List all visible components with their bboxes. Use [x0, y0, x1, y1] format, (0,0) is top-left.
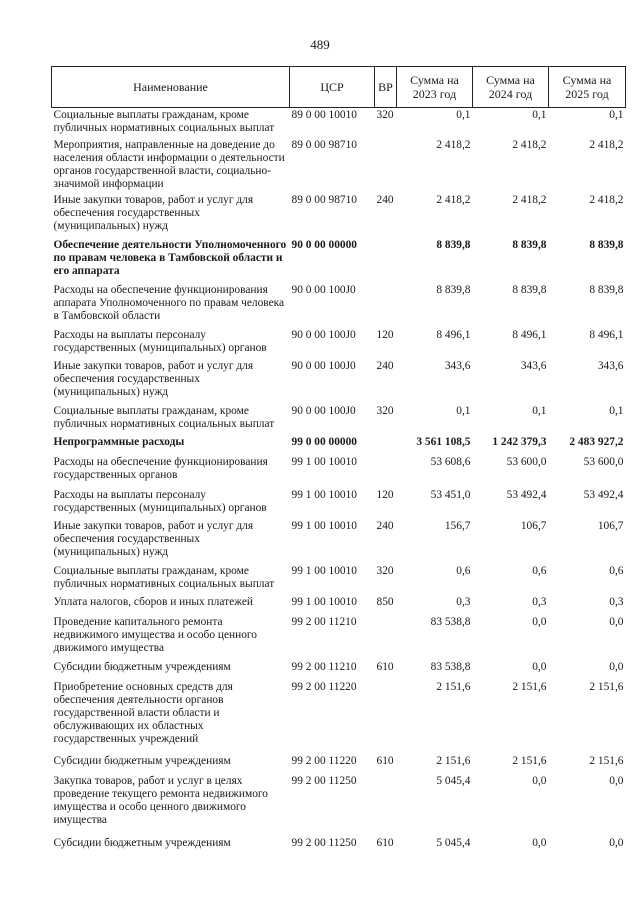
row-amount-2025: 0,1: [609, 404, 624, 417]
row-amount-2024: 106,7: [520, 519, 547, 532]
row-vr: 850: [376, 595, 394, 608]
row-amount-2023: 0,3: [456, 595, 471, 608]
table-row: [52, 660, 626, 680]
row-vr: 240: [376, 519, 394, 532]
row-amount-2025: 0,0: [609, 660, 624, 673]
table-row: [52, 774, 626, 836]
row-csr: 90 0 00 100J0: [291, 359, 356, 372]
row-amount-2023: 8 839,8: [436, 283, 471, 296]
row-amount-2023: 53 451,0: [430, 488, 471, 501]
row-csr: 99 2 00 11220: [291, 754, 357, 767]
row-name: Субсидии бюджетным учреждениям: [53, 660, 231, 673]
row-amount-2024: 0,0: [532, 836, 547, 849]
row-vr: 120: [376, 328, 394, 341]
table-row: [52, 836, 626, 858]
row-amount-2023: 0,1: [456, 109, 471, 121]
row-amount-2024: 0,6: [532, 564, 547, 577]
row-amount-2023: 0,6: [456, 564, 471, 577]
row-vr: [375, 435, 397, 455]
row-amount-2024: 1 242 379,3: [492, 435, 547, 448]
header-name: Наименование: [52, 67, 290, 108]
row-csr: 99 2 00 11220: [291, 680, 357, 693]
row-csr: 89 0 00 10010: [291, 109, 357, 121]
row-vr: [375, 680, 397, 754]
table-body: [52, 108, 626, 858]
row-amount-2024: 0,0: [532, 660, 547, 673]
table-row: [52, 238, 626, 283]
row-amount-2024: 343,6: [520, 359, 547, 372]
row-amount-2025: 0,6: [609, 564, 624, 577]
row-amount-2024: 53 600,0: [506, 455, 547, 468]
row-vr: 610: [376, 754, 394, 767]
row-amount-2024: 2 418,2: [512, 193, 547, 206]
row-amount-2025: 2 418,2: [589, 193, 624, 206]
row-amount-2023: 3 561 108,5: [416, 435, 471, 448]
row-amount-2023: 53 608,6: [430, 455, 471, 468]
row-amount-2025: 2 418,2: [589, 138, 624, 151]
row-amount-2024: 0,0: [532, 615, 547, 628]
row-amount-2024: 0,0: [532, 774, 547, 787]
table-row: [52, 283, 626, 328]
row-amount-2025: 53 492,4: [583, 488, 624, 501]
budget-table: [51, 66, 626, 858]
row-name: Субсидии бюджетным учреждениям: [53, 754, 231, 767]
row-name: Расходы на выплаты персоналу государственных (муниципальных) органов: [53, 488, 267, 514]
row-csr: 99 1 00 10010: [291, 595, 357, 608]
row-csr: 90 0 00 100J0: [291, 328, 356, 341]
row-amount-2025: 2 151,6: [589, 680, 624, 693]
row-amount-2024: 0,3: [532, 595, 547, 608]
row-name: Социальные выплаты гражданам, кроме публичных нормативных социальных выплат: [53, 404, 275, 430]
row-csr: 99 2 00 11250: [291, 836, 357, 849]
header-csr: ЦСР: [290, 67, 375, 108]
row-amount-2025: 0,0: [609, 836, 624, 849]
row-csr: 90 0 00 100J0: [291, 404, 356, 417]
row-vr: 320: [376, 109, 394, 121]
table-header-row: [52, 67, 626, 108]
row-amount-2025: 53 600,0: [583, 455, 624, 468]
table-row: [52, 435, 626, 455]
table-row: [52, 359, 626, 404]
row-csr: 99 1 00 10010: [291, 455, 357, 468]
row-amount-2025: 0,0: [609, 615, 624, 628]
row-amount-2023: 343,6: [444, 359, 471, 372]
table-row: [52, 519, 626, 564]
row-amount-2025: 343,6: [597, 359, 624, 372]
table-row: [52, 193, 626, 238]
row-amount-2024: 0,1: [532, 109, 547, 121]
row-amount-2024: 2 418,2: [512, 138, 547, 151]
row-name: Мероприятия, направленные на доведение до населения области информации о деятельности органов государственной власти, социально-значимой информации: [53, 138, 285, 191]
table-row: [52, 488, 626, 519]
row-name: Непрограммные расходы: [53, 435, 185, 448]
row-name: Расходы на выплаты персоналу государственных (муниципальных) органов: [53, 328, 267, 354]
header-2025: Сумма на 2025 год: [549, 67, 626, 108]
row-amount-2025: 8 496,1: [589, 328, 624, 341]
row-name: Иные закупки товаров, работ и услуг для обеспечения государственных (муниципальных) нужд: [53, 193, 254, 232]
row-vr: [375, 238, 397, 283]
row-vr: [375, 455, 397, 488]
row-csr: 89 0 00 98710: [291, 138, 357, 151]
row-amount-2025: 106,7: [597, 519, 624, 532]
row-csr: 99 1 00 10010: [291, 564, 357, 577]
table-row: [52, 404, 626, 435]
row-amount-2024: 8 496,1: [512, 328, 547, 341]
row-name: Субсидии бюджетным учреждениям: [53, 836, 231, 849]
row-name: Расходы на обеспечение функционирования государственных органов: [53, 455, 268, 481]
row-amount-2024: 0,1: [532, 404, 547, 417]
row-csr: 99 2 00 11210: [291, 660, 357, 673]
row-amount-2023: 83 538,8: [430, 615, 471, 628]
row-amount-2024: 2 151,6: [512, 754, 547, 767]
row-name: Социальные выплаты гражданам, кроме публичных нормативных социальных выплат: [53, 564, 275, 590]
row-vr: 320: [376, 564, 394, 577]
row-name: Обеспечение деятельности Уполномоченного по правам человека в Тамбовской области и его аппарата: [53, 238, 287, 277]
row-amount-2023: 156,7: [444, 519, 471, 532]
row-amount-2024: 8 839,8: [512, 283, 547, 296]
table-row: [52, 564, 626, 595]
row-amount-2023: 0,1: [456, 404, 471, 417]
table-row: [52, 595, 626, 615]
row-amount-2025: 0,3: [609, 595, 624, 608]
row-amount-2025: 0,1: [609, 109, 624, 121]
row-name: Социальные выплаты гражданам, кроме публичных нормативных социальных выплат: [53, 109, 275, 135]
row-vr: 610: [376, 660, 394, 673]
row-name: Уплата налогов, сборов и иных платежей: [53, 595, 253, 608]
page-number: 489: [310, 37, 330, 52]
row-amount-2025: 8 839,8: [589, 283, 624, 296]
row-amount-2025: 2 483 927,2: [569, 435, 624, 448]
row-vr: 610: [376, 836, 394, 849]
row-amount-2024: 53 492,4: [506, 488, 547, 501]
row-name: Закупка товаров, работ и услуг в целях проведение текущего ремонта недвижимого имущества и особо ценного движимого имущества: [53, 774, 269, 827]
row-amount-2023: 2 418,2: [436, 138, 471, 151]
row-vr: 240: [376, 193, 394, 206]
row-csr: 99 2 00 11250: [291, 774, 357, 787]
row-amount-2025: 0,0: [609, 774, 624, 787]
row-csr: 99 0 00 00000: [291, 435, 357, 448]
row-csr: 99 1 00 10010: [291, 519, 357, 532]
row-amount-2023: 8 496,1: [436, 328, 471, 341]
header-vr: ВР: [375, 67, 397, 108]
row-amount-2024: 8 839,8: [512, 238, 547, 251]
row-vr: 120: [376, 488, 394, 501]
row-csr: 89 0 00 98710: [291, 193, 357, 206]
row-csr: 90 0 00 00000: [291, 238, 357, 251]
row-amount-2023: 83 538,8: [430, 660, 471, 673]
row-name: Расходы на обеспечение функционирования аппарата Уполномоченного по правам человека в Тамбовской области: [53, 283, 285, 322]
row-csr: 99 1 00 10010: [291, 488, 357, 501]
table-row: [52, 108, 626, 138]
row-amount-2023: 5 045,4: [436, 774, 471, 787]
table-row: [52, 328, 626, 359]
table-row: [52, 615, 626, 660]
row-name: Иные закупки товаров, работ и услуг для обеспечения государственных (муниципальных) нужд: [53, 359, 254, 398]
row-name: Иные закупки товаров, работ и услуг для обеспечения государственных (муниципальных) нужд: [53, 519, 254, 558]
header-2023: Сумма на 2023 год: [397, 67, 473, 108]
table-row: [52, 754, 626, 774]
row-vr: 320: [376, 404, 394, 417]
row-name: Проведение капитального ремонта недвижимого имущества и особо ценного движимого имущества: [53, 615, 257, 654]
table-row: [52, 138, 626, 193]
row-amount-2025: 8 839,8: [589, 238, 624, 251]
row-amount-2023: 2 151,6: [436, 680, 471, 693]
row-name: Приобретение основных средств для обеспечения деятельности органов государственной власти области и обслуживающих их областных государственных учреждений: [53, 680, 233, 746]
row-amount-2023: 8 839,8: [436, 238, 471, 251]
row-amount-2023: 2 418,2: [436, 193, 471, 206]
row-amount-2023: 2 151,6: [436, 754, 471, 767]
row-amount-2023: 5 045,4: [436, 836, 471, 849]
row-vr: [375, 138, 397, 193]
row-csr: 99 2 00 11210: [291, 615, 357, 628]
row-csr: 90 0 00 100J0: [291, 283, 356, 296]
row-vr: 240: [376, 359, 394, 372]
header-2024: Сумма на 2024 год: [473, 67, 549, 108]
row-amount-2024: 2 151,6: [512, 680, 547, 693]
row-amount-2025: 2 151,6: [589, 754, 624, 767]
row-vr: [375, 774, 397, 836]
row-vr: [375, 615, 397, 660]
table-row: [52, 680, 626, 754]
row-vr: [375, 283, 397, 328]
table-row: [52, 455, 626, 488]
